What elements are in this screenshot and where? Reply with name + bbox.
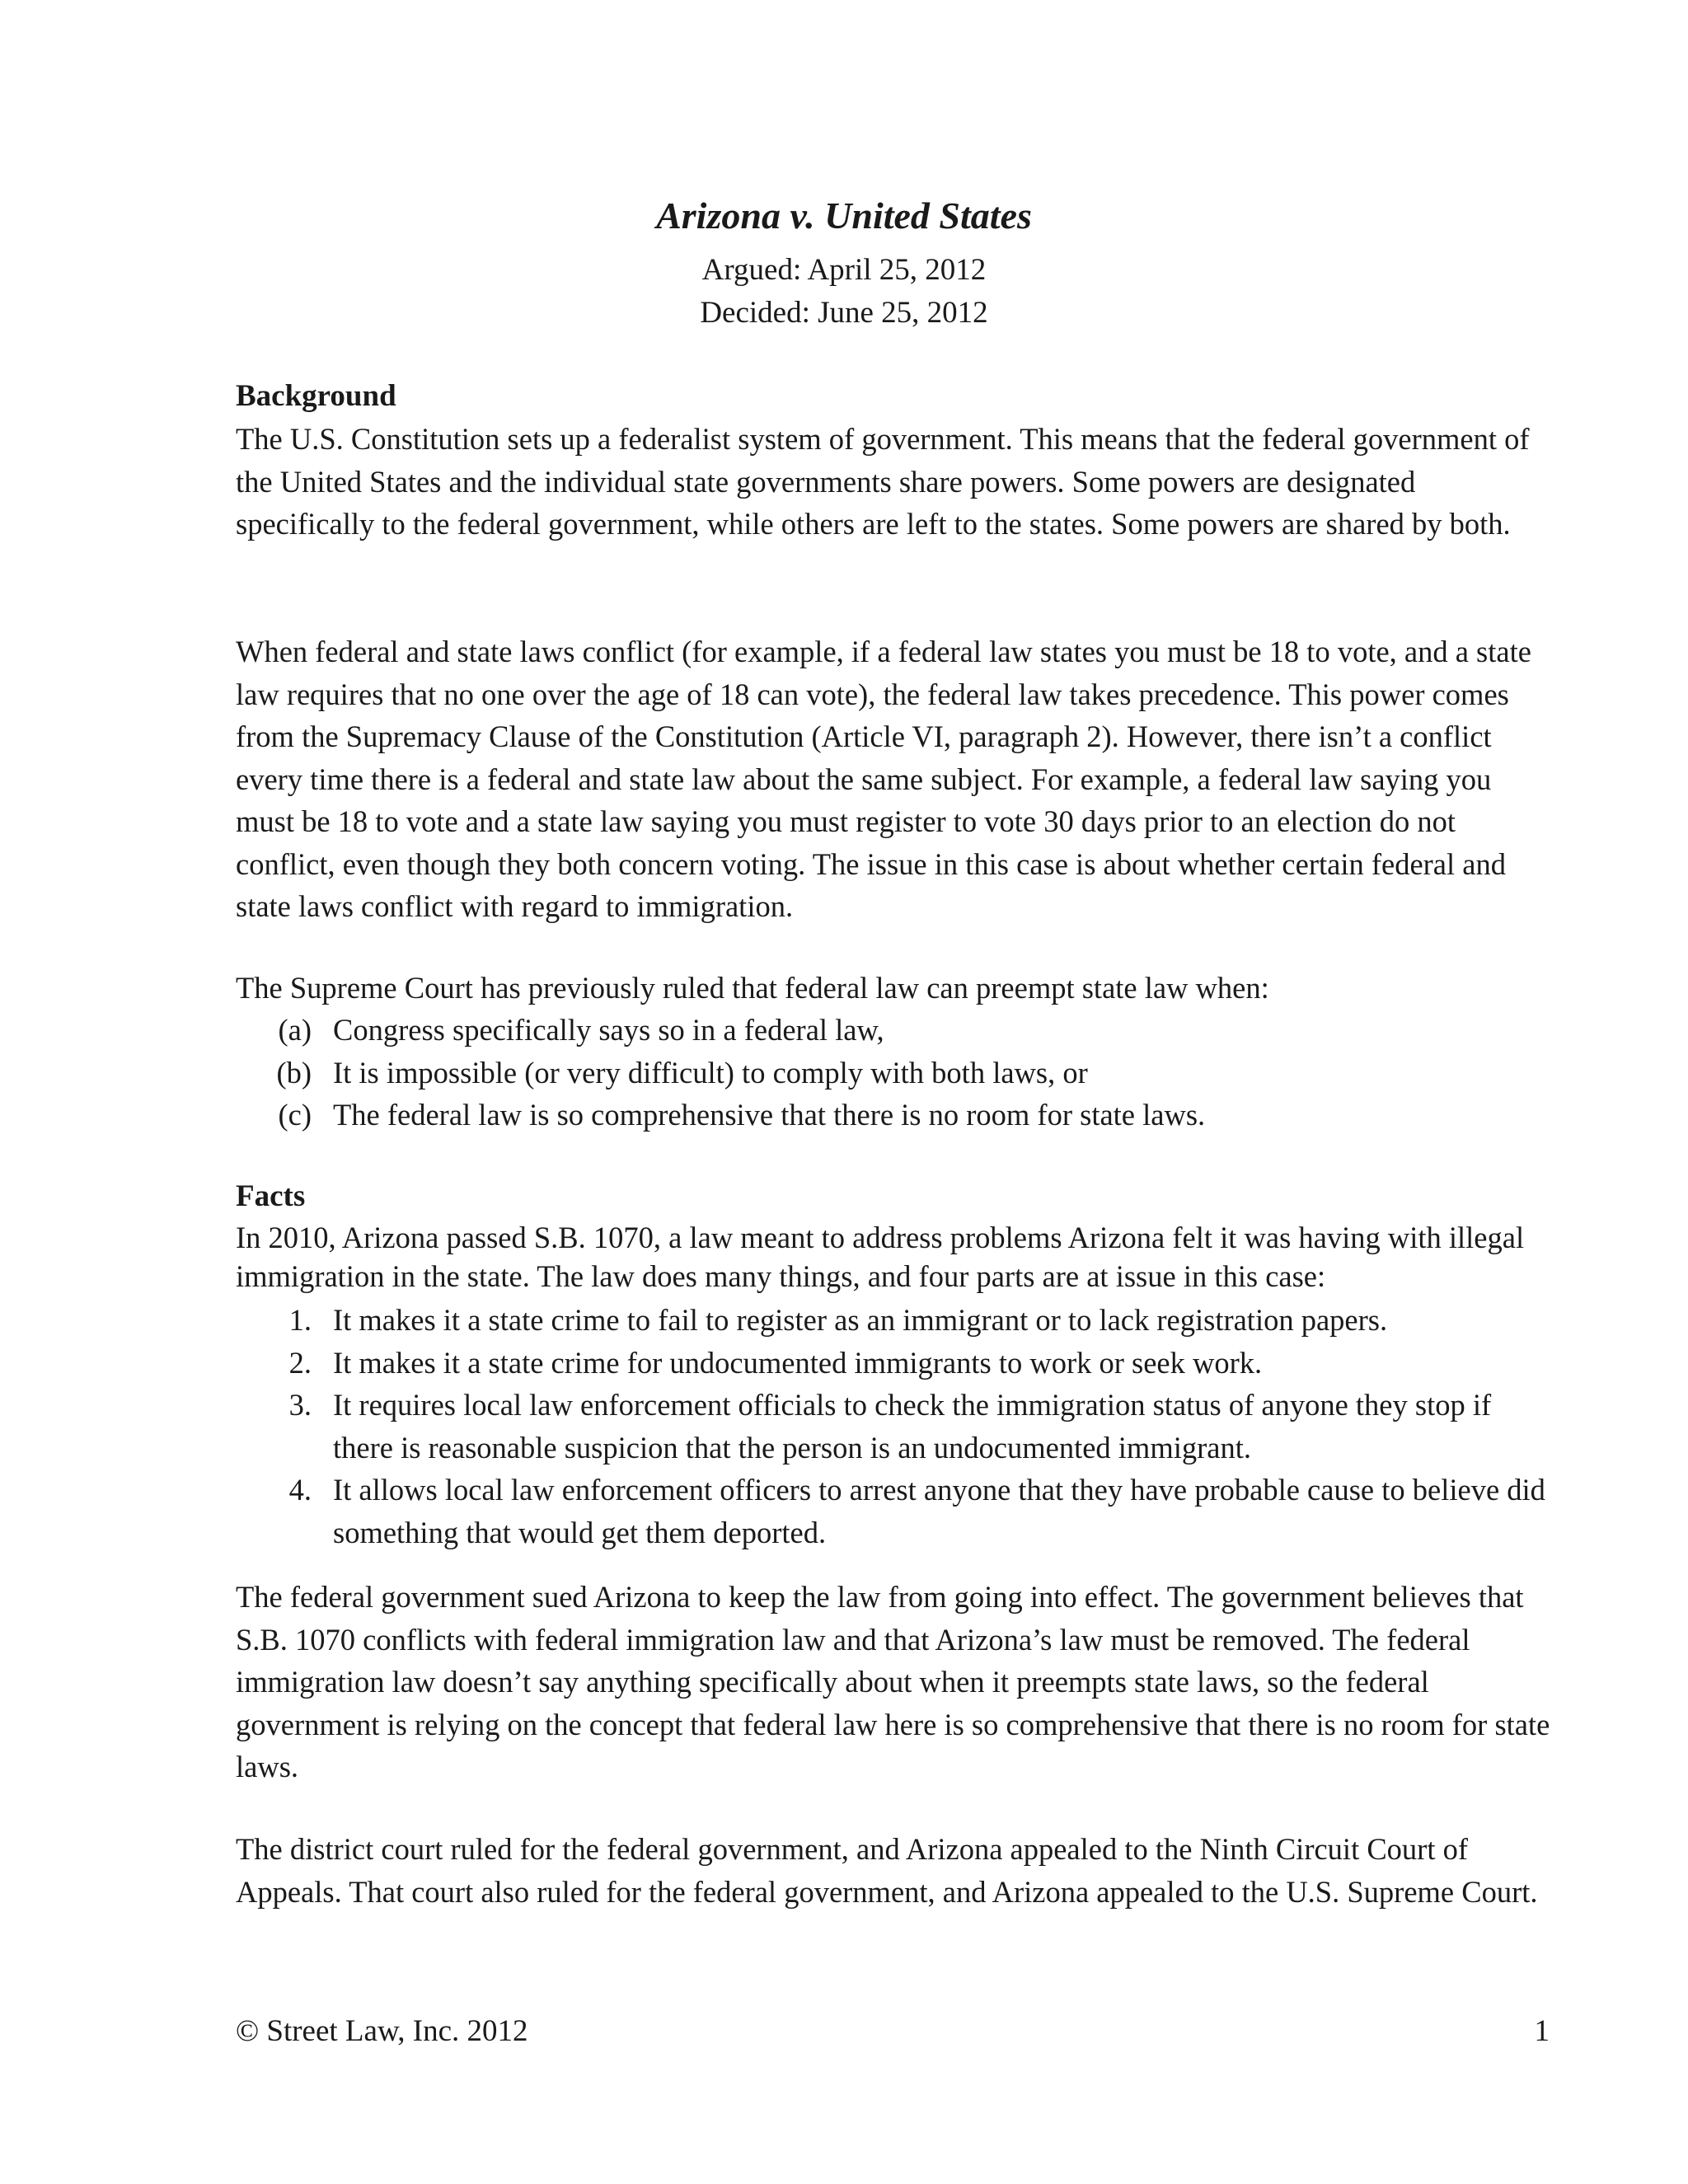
list-item — [236, 1009, 1554, 1052]
list-text: It allows local law enforcement officers to arrest anyone that they have probable cause to believe did something that would get them deported. — [333, 1473, 1545, 1549]
list-item — [236, 1469, 1554, 1554]
list-marker: (b) — [276, 1055, 312, 1090]
background-heading: Background — [236, 379, 396, 413]
background-paragraph-1 — [236, 418, 1554, 546]
argued-date: Argued: April 25, 2012 — [701, 253, 987, 287]
paragraph-text: The Supreme Court has previously ruled that federal law can preempt state law when: — [236, 971, 1269, 1005]
page-number: 1 — [1534, 2014, 1550, 2048]
paragraph-text: In 2010, Arizona passed S.B. 1070, a law meant to address problems Arizona felt it was having with illegal immigration in the state. The law does many things, and four parts are at issue in this case: — [236, 1221, 1525, 1293]
facts-paragraph-1 — [236, 1218, 1554, 1296]
facts-paragraph-3 — [236, 1828, 1554, 1913]
list-text: It makes it a state crime to fail to register as an immigrant or to lack registration papers. — [333, 1303, 1388, 1337]
list-marker: 1. — [288, 1303, 312, 1337]
list-text: It requires local law enforcement officials to check the immigration status of anyone they stop if there is reasonable suspicion that the person is an undocumented immigrant. — [333, 1388, 1492, 1465]
list-marker: (a) — [278, 1013, 312, 1047]
list-marker: 3. — [288, 1388, 312, 1422]
list-text: The federal law is so comprehensive that there is no room for state laws. — [333, 1098, 1206, 1132]
facts-heading: Facts — [236, 1179, 306, 1213]
sb1070-list — [236, 1299, 1554, 1554]
copyright-footer: © Street Law, Inc. 2012 — [236, 2014, 528, 2048]
paragraph-text: The U.S. Constitution sets up a federalist system of government. This means that the federal government of the United States and the individual state governments share powers. Some powers are designated specifically to the federal government, while others are left to the states. Some powers are shared by both. — [236, 422, 1530, 541]
background-paragraph-3 — [236, 967, 1554, 1010]
list-item — [236, 1299, 1554, 1342]
list-item — [236, 1342, 1554, 1385]
list-text: It makes it a state crime for undocumented immigrants to work or seek work. — [333, 1345, 1263, 1380]
decided-date: Decided: June 25, 2012 — [700, 296, 988, 330]
preemption-list — [236, 1009, 1554, 1137]
list-item — [236, 1094, 1554, 1137]
list-item — [236, 1052, 1554, 1094]
paragraph-text: The district court ruled for the federal government, and Arizona appealed to the Ninth Circuit Court of Appeals. That court also ruled for the federal government, and Arizona appealed to the U.S. Supreme Court. — [236, 1832, 1538, 1909]
list-marker: (c) — [278, 1098, 312, 1132]
paragraph-text: When federal and state laws conflict (for example, if a federal law states you must be 18 to vote, and a state law requires that no one over the age of 18 can vote), the federal law takes precedence. This power comes from the Supremacy Clause of the Constitution (Article VI, paragraph 2). However, there isn’t a conflict every time there is a federal and state law about the same subject. For example, a federal law saying you must be 18 to vote and a state law saying you must register to vote 30 days prior to an election do not conflict, even though they both concern voting. The issue in this case is about whether certain federal and state laws conflict with regard to immigration. — [236, 635, 1531, 923]
facts-paragraph-2 — [236, 1576, 1554, 1788]
paragraph-text: The federal government sued Arizona to keep the law from going into effect. The government believes that S.B. 1070 conflicts with federal immigration law and that Arizona’s law must be removed. The federal immigration law doesn’t say anything specifically about when it preempts state laws, so the federal government is relying on the concept that federal law here is so comprehensive that there is no room for state laws. — [236, 1580, 1550, 1783]
list-text: It is impossible (or very difficult) to comply with both laws, or — [333, 1055, 1088, 1090]
list-marker: 4. — [288, 1473, 312, 1507]
list-text: Congress specifically says so in a federal law, — [333, 1013, 884, 1047]
case-title: Arizona v. United States — [656, 194, 1032, 237]
list-item — [236, 1384, 1554, 1469]
background-paragraph-2 — [236, 630, 1554, 928]
list-marker: 2. — [288, 1345, 312, 1380]
